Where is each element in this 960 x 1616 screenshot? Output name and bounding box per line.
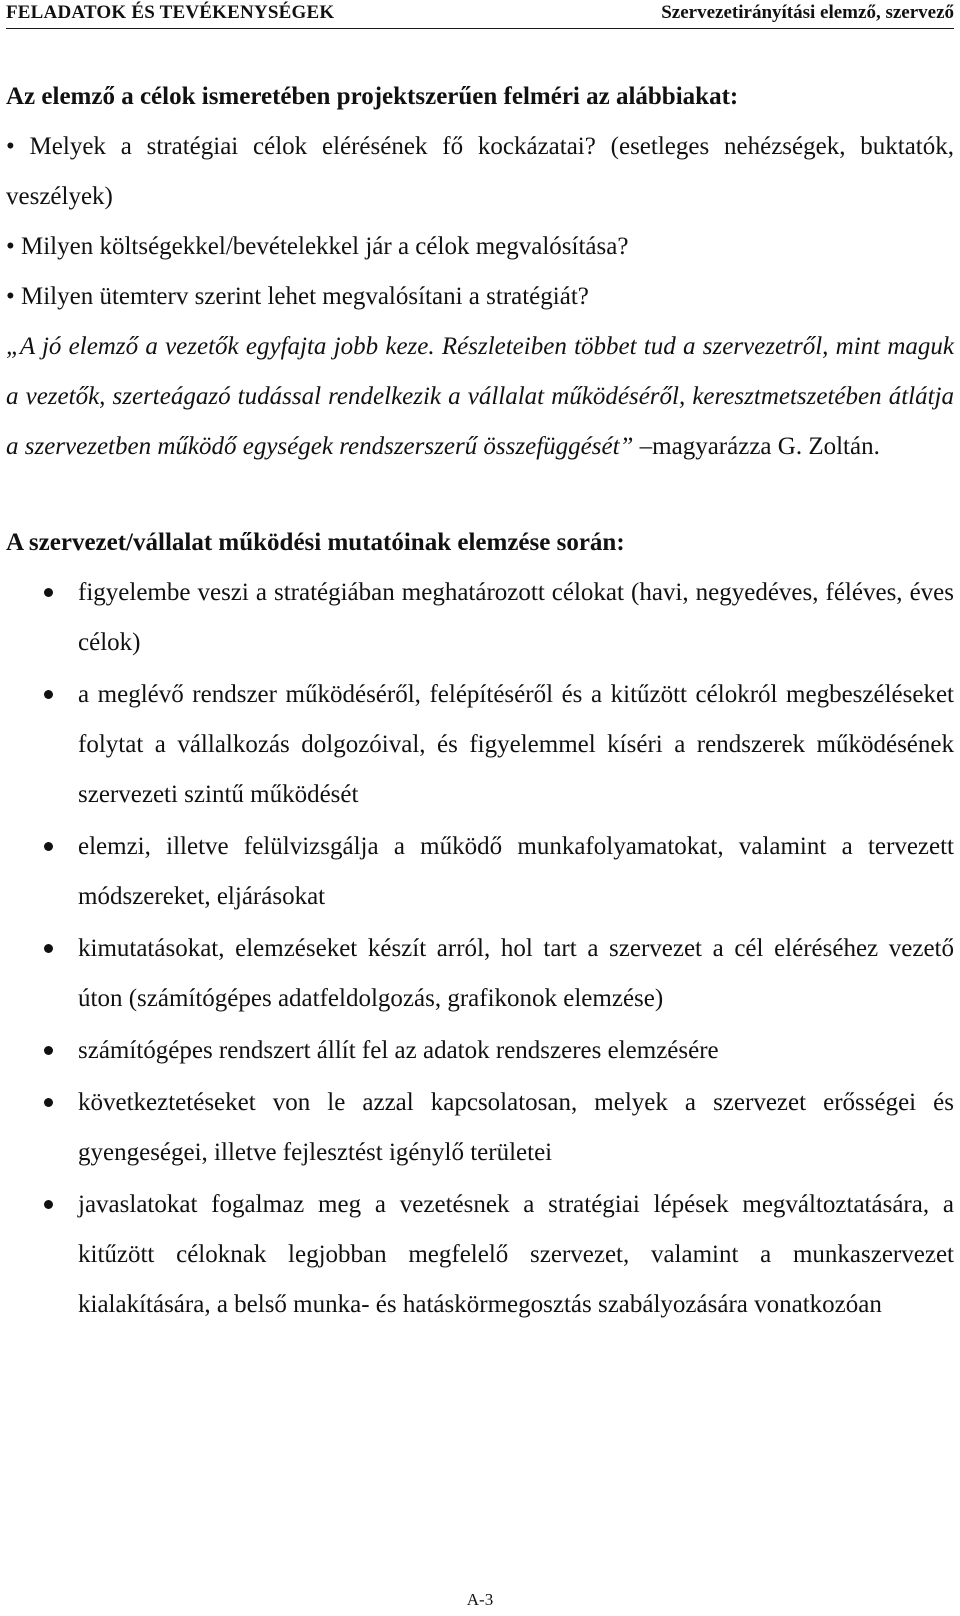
bullet-icon [44,1098,53,1107]
page-number: A-3 [466,1590,494,1609]
section1-item: • Milyen költségekkel/bevételekkel jár a célok megvalósítása? [6,233,629,260]
list-item [6,670,954,820]
list-item [6,924,954,1024]
page-header [6,0,954,29]
bullet-icon [44,1046,53,1055]
expert-quote [6,322,954,472]
list-item [6,822,954,922]
page-content [6,72,954,1332]
bullet-icon [44,842,53,851]
bullet-icon [44,690,53,699]
list-item-text: következtetéseket von le azzal kapcsolatosan, melyek a szervezet erősségei és gyengeségei, illetve fejlesztést igénylő területei [78,1089,954,1166]
section1-heading: Az elemző a célok ismeretében projektszerűen felméri az alábbiakat: [6,83,739,110]
quote-text: „A jó elemző a vezetők egyfajta jobb keze. Részleteiben többet tud a szervezetről, mint maguk a vezetők, szerteágazó tudással rendelkezik a vállalat működéséről, keresztmetszetében átlátja a szervezetben működő egységek rendszerszerű összefüggését” [6,333,954,460]
list-item-text: elemzi, illetve felülvizsgálja a működő munkafolyamatokat, valamint a tervezett módszereket, eljárásokat [78,833,954,910]
list-item [6,1078,954,1178]
header-chapter-title: FELADATOK ÉS TEVÉKENYSÉGEK [6,2,335,23]
list-item-text: a meglévő rendszer működéséről, felépítéséről és a kitűzött célokról megbeszéléseket folytat a vállalkozás dolgozóival, és figyelemmel kíséri a rendszerek működésének szervezeti szintű működését [78,681,954,808]
list-item-text: figyelembe veszi a stratégiában meghatározott célokat (havi, negyedéves, féléves, éves célok) [78,579,954,656]
section-spacer [6,472,954,518]
list-item [6,568,954,668]
section1-item: • Milyen ütemterv szerint lehet megvalósítani a stratégiát? [6,283,589,310]
bullet-icon [44,588,53,597]
section2-heading: A szervezet/vállalat működési mutatóinak elemzése során: [6,529,625,556]
list-item-text: kimutatásokat, elemzéseket készít arról, hol tart a szervezet a cél eléréséhez vezető úton (számítógépes adatfeldolgozás, grafikonok elemzése) [78,935,954,1012]
section1-item: • Melyek a stratégiai célok elérésének fő kockázatai? (esetleges nehézségek, buktatók, veszélyek) [6,133,954,210]
list-item [6,1026,954,1076]
quote-attribution: –magyarázza G. Zoltán. [633,433,880,460]
list-item-text: számítógépes rendszert állít fel az adatok rendszeres elemzésére [78,1037,719,1064]
bullet-icon [44,944,53,953]
header-occupation-title: Szervezetirányítási elemző, szervező [661,2,954,23]
list-item [6,1180,954,1330]
bullet-icon [44,1200,53,1209]
list-item-text: javaslatokat fogalmaz meg a vezetésnek a stratégiai lépések megváltoztatására, a kitűzött céloknak legjobban megfelelő szervezet, valamint a munkaszervezet kialakítására, a belső munka- és hatáskörmegosztás szabályozására vonatkozóan [78,1191,954,1318]
section2-list [6,568,954,1330]
